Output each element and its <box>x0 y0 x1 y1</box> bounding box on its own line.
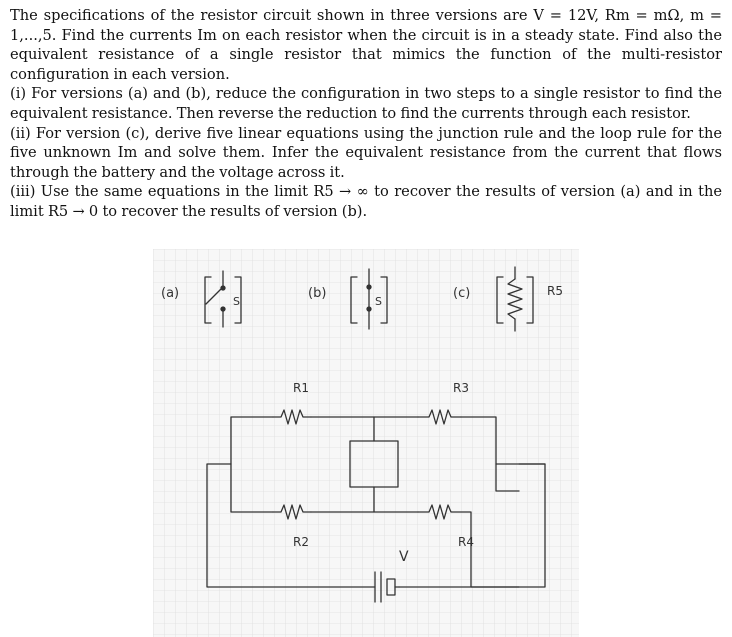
r2-label: R2 <box>293 535 309 549</box>
version-a-label: (a) <box>161 286 180 301</box>
battery-voltage-label: V <box>399 549 409 565</box>
problem-intro: The specifications of the resistor circuit shown in three versions are V = 12V, Rm = mΩ, m = 1,...,5. Find the currents Im on each resistor when the circuit is in a steady state. Find also the equivalent resistance of a single resistor that mimics the function of the multi-resistor configuration in each version. <box>10 7 722 83</box>
circuit-figure <box>153 249 579 637</box>
problem-part-i: (i) For versions (a) and (b), reduce the configuration in two steps to a single resistor to find the equivalent resistance. Then reverse the reduction to find the currents through each resistor. <box>10 85 722 122</box>
version-c-label: (c) <box>453 286 471 301</box>
r5-label: R5 <box>547 284 563 298</box>
r4-label: R4 <box>458 535 474 549</box>
version-b-label: (b) <box>308 286 327 301</box>
r1-label: R1 <box>293 381 309 395</box>
r3-label: R3 <box>453 381 469 395</box>
problem-part-ii: (ii) For version (c), derive five linear equations using the junction rule and the loop rule for the five unknown Im and solve them. Infer the equivalent resistance from the current that flows through the battery and the voltage across it. <box>10 124 722 181</box>
switch-a-label: S <box>233 295 240 308</box>
problem-statement <box>10 6 722 222</box>
problem-part-iii: (iii) Use the same equations in the limit R5 → ∞ to recover the results of version (a) and in the limit R5 → 0 to recover the results of version (b). <box>10 183 722 220</box>
switch-b-label: S <box>375 295 382 308</box>
